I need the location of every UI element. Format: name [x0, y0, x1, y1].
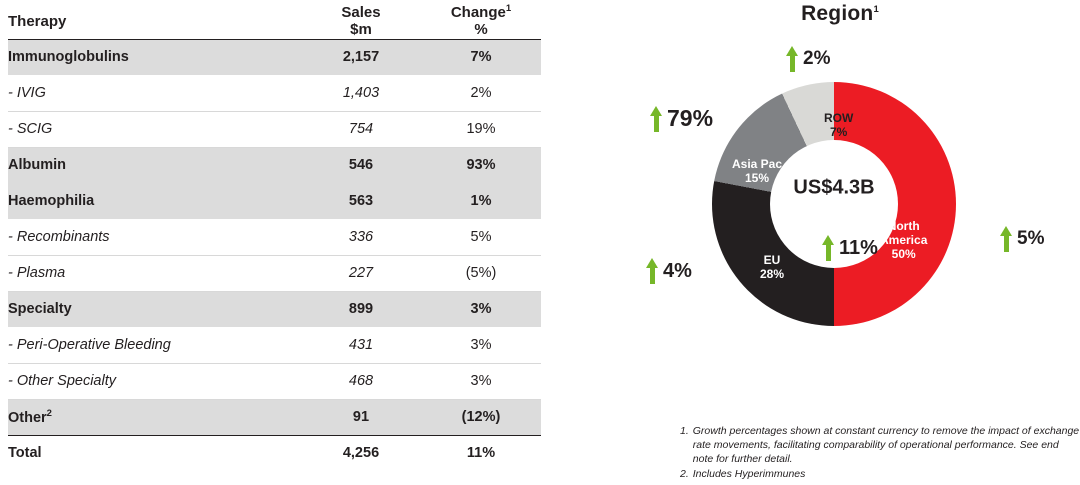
donut-center-value: US$4.3B — [793, 176, 875, 199]
chart-title: Region$^1$ — [801, 2, 879, 25]
table-row — [8, 327, 541, 363]
growth-value-row: 2% — [803, 48, 831, 69]
cell-sales: 4,256 — [342, 445, 380, 462]
column-header-change-superscript: 1 — [505, 3, 512, 14]
table-row — [8, 363, 541, 399]
chart-title-superscript: 1 — [873, 4, 879, 15]
cell-therapy-superscript: 2 — [46, 408, 52, 420]
table-row — [8, 75, 541, 111]
growth-callout-eu — [646, 258, 692, 284]
cell-sales: 431 — [348, 336, 374, 353]
column-header-sales-line2: $m — [350, 21, 372, 39]
growth-callout-north-america — [1000, 226, 1044, 252]
cell-sales: 1,403 — [342, 84, 380, 101]
column-header-sales — [301, 4, 421, 39]
cell-sales: 91 — [352, 409, 370, 425]
cell-therapy: - Plasma — [8, 265, 66, 281]
cell-therapy: Total — [8, 445, 42, 462]
footnote-1 — [680, 424, 1080, 467]
cell-sales: 754 — [348, 121, 374, 137]
column-header-change-line2: % — [474, 21, 488, 39]
table-row — [8, 111, 541, 147]
slice-label-asia-pac: Asia Pac 15% — [732, 157, 783, 185]
cell-sales: 227 — [348, 265, 374, 281]
cell-change: 11% — [466, 445, 496, 462]
table-row — [8, 147, 541, 183]
cell-change: 3% — [470, 336, 492, 353]
footnote-2-number: 2. — [680, 467, 689, 480]
growth-value-north-america: 5% — [1017, 228, 1045, 249]
cell-therapy: Haemophilia — [8, 193, 95, 209]
cell-sales: 546 — [348, 157, 374, 174]
cell-therapy: Other$^2$ — [8, 408, 52, 426]
table-row — [8, 399, 541, 435]
cell-sales: 468 — [348, 373, 374, 389]
table-row — [8, 255, 541, 291]
table-head — [8, 4, 541, 39]
column-header-change-line1: Change$^1$ — [450, 3, 512, 21]
slice-label-north-america: North America 50% — [880, 219, 928, 261]
table-row — [8, 39, 541, 75]
table-header-row — [8, 4, 541, 39]
donut-chart — [712, 82, 956, 326]
table-row — [8, 291, 541, 327]
footnote-1-text: Growth percentages shown at constant currency to remove the impact of exchange rate movements, facilitating comparability of operational performance. See end note for further detail. — [692, 425, 1080, 466]
growth-value-asia-pac: 79% — [667, 105, 714, 131]
arrow-up-icon — [1000, 226, 1013, 252]
cell-change: 5% — [470, 228, 492, 245]
cell-sales: 336 — [348, 228, 374, 245]
table-row-total — [8, 435, 541, 471]
cell-change: 7% — [470, 49, 492, 66]
cell-change: (5%) — [465, 265, 497, 281]
arrow-up-icon — [646, 258, 659, 284]
cell-sales: 899 — [348, 301, 374, 318]
therapy-sales-table-panel — [8, 4, 548, 471]
therapy-sales-table — [8, 4, 541, 471]
cell-therapy: - Peri-Operative Bleeding — [8, 336, 171, 353]
cell-change: 2% — [470, 84, 492, 101]
cell-therapy: Specialty — [8, 301, 72, 318]
table-body — [8, 39, 541, 471]
cell-change: (12%) — [461, 409, 501, 425]
cell-therapy: - Other Specialty — [8, 373, 116, 389]
arrow-up-icon — [650, 106, 663, 132]
footnote-2 — [680, 467, 1080, 481]
column-header-therapy — [8, 4, 301, 39]
growth-callout-row — [786, 46, 830, 72]
footnote-2-text: Includes Hyperimmunes — [692, 467, 806, 480]
cell-sales: 2,157 — [342, 49, 380, 66]
growth-value-eu: 4% — [663, 259, 692, 282]
column-header-therapy-label: Therapy — [8, 12, 67, 30]
arrow-up-icon — [822, 235, 835, 261]
cell-change: 3% — [470, 373, 492, 389]
cell-sales: 563 — [348, 193, 374, 209]
region-donut-chart-panel — [600, 0, 1080, 485]
slice-label-eu: EU 28% — [760, 253, 785, 281]
cell-change: 93% — [466, 157, 496, 174]
column-header-sales-line1: Sales — [341, 4, 381, 21]
table-row — [8, 219, 541, 255]
cell-change: 1% — [470, 193, 492, 209]
table-row — [8, 183, 541, 219]
cell-therapy: Immunoglobulins — [8, 49, 129, 66]
footnotes — [680, 424, 1080, 481]
cell-therapy: - SCIG — [8, 121, 53, 137]
footnote-1-number: 1. — [680, 425, 689, 437]
cell-therapy: - Recombinants — [8, 228, 110, 245]
growth-callout-asia-pac — [650, 105, 713, 132]
slice-label-row: ROW 7% — [824, 111, 854, 139]
arrow-up-icon — [786, 46, 799, 72]
growth-callout-total — [822, 235, 878, 261]
donut-ring — [712, 82, 956, 326]
column-header-change — [421, 4, 541, 39]
growth-value-total: 11% — [839, 236, 878, 259]
cell-therapy: - IVIG — [8, 84, 46, 101]
cell-change: 19% — [466, 121, 496, 137]
cell-therapy: Albumin — [8, 157, 66, 174]
cell-change: 3% — [470, 301, 492, 318]
